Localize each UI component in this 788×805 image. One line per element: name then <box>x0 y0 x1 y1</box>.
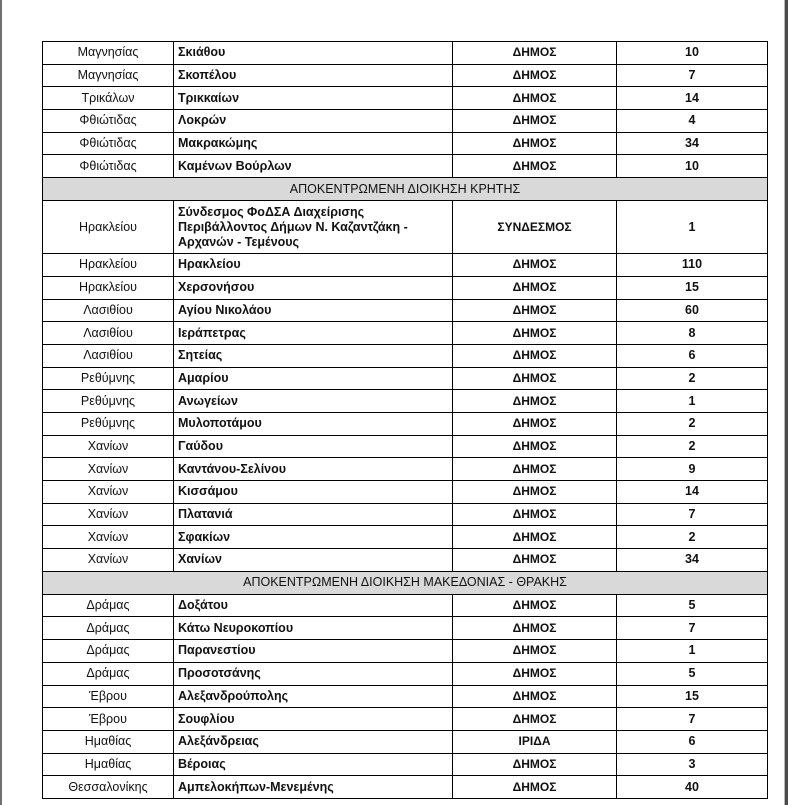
entity-name-cell: Πλατανιά <box>174 503 453 526</box>
table-row <box>43 503 768 526</box>
prefecture-cell: Μαγνησίας <box>43 42 174 65</box>
entity-type-cell: ΔΗΜΟΣ <box>453 344 617 367</box>
prefecture-cell: Ηρακλείου <box>43 276 174 299</box>
entity-type-cell: ΔΗΜΟΣ <box>453 155 617 178</box>
count-cell: 15 <box>617 276 768 299</box>
prefecture-cell: Δράμας <box>43 640 174 663</box>
table-row <box>43 42 768 65</box>
entity-name-cell: Τρικκαίων <box>174 87 453 110</box>
count-cell: 9 <box>617 458 768 481</box>
entity-type-cell: ΔΗΜΟΣ <box>453 435 617 458</box>
entity-name-cell: Αλεξανδρούπολης <box>174 685 453 708</box>
prefecture-cell: Δράμας <box>43 594 174 617</box>
table-row <box>43 155 768 178</box>
entity-name-cell: Παρανεστίου <box>174 640 453 663</box>
prefecture-cell: Ημαθίας <box>43 753 174 776</box>
table-row <box>43 64 768 87</box>
prefecture-cell: Χανίων <box>43 526 174 549</box>
count-cell: 2 <box>617 435 768 458</box>
entity-type-cell: ΔΗΜΟΣ <box>453 458 617 481</box>
count-cell: 2 <box>617 412 768 435</box>
entity-name-cell: Ηρακλείου <box>174 254 453 277</box>
prefecture-cell: Μαγνησίας <box>43 64 174 87</box>
count-cell: 1 <box>617 390 768 413</box>
entity-name-cell: Γαύδου <box>174 435 453 458</box>
entity-name-cell: Χερσονήσου <box>174 276 453 299</box>
entity-name-cell: Δοξάτου <box>174 594 453 617</box>
entity-name-cell: Αμαρίου <box>174 367 453 390</box>
entity-name-cell: Αμπελοκήπων-Μενεμένης <box>174 776 453 799</box>
entity-name-cell: Μακρακώμης <box>174 132 453 155</box>
count-cell: 15 <box>617 685 768 708</box>
entity-type-cell: ΔΗΜΟΣ <box>453 594 617 617</box>
table-row <box>43 87 768 110</box>
entity-type-cell: ΔΗΜΟΣ <box>453 87 617 110</box>
prefecture-cell: Έβρου <box>43 685 174 708</box>
viewer-left-edge <box>0 0 2 805</box>
table-row <box>43 685 768 708</box>
prefecture-cell: Ημαθίας <box>43 730 174 753</box>
prefecture-cell: Έβρου <box>43 708 174 731</box>
prefecture-cell: Χανίων <box>43 435 174 458</box>
table-row <box>43 640 768 663</box>
entity-name-cell: Χανίων <box>174 549 453 572</box>
entity-type-cell: ΔΗΜΟΣ <box>453 254 617 277</box>
count-cell: 1 <box>617 640 768 663</box>
table-row <box>43 201 768 254</box>
count-cell: 6 <box>617 730 768 753</box>
municipalities-table <box>42 41 768 799</box>
entity-type-cell: ΔΗΜΟΣ <box>453 390 617 413</box>
table-row <box>43 549 768 572</box>
table-row <box>43 344 768 367</box>
entity-name-cell: Καμένων Βούρλων <box>174 155 453 178</box>
prefecture-cell: Χανίων <box>43 503 174 526</box>
section-header-row <box>43 571 768 594</box>
entity-name-cell: Σφακίων <box>174 526 453 549</box>
entity-name-cell: Σύνδεσμος ΦοΔΣΑ Διαχείρισης Περιβάλλοντος Δήμων Ν. Καζαντζάκη - Αρχανών - Τεμένους <box>174 201 453 254</box>
entity-type-cell: ΔΗΜΟΣ <box>453 685 617 708</box>
count-cell: 7 <box>617 617 768 640</box>
entity-name-cell: Προσοτσάνης <box>174 662 453 685</box>
entity-name-cell: Κισσάμου <box>174 481 453 504</box>
entity-type-cell: ΔΗΜΟΣ <box>453 132 617 155</box>
entity-type-cell: ΔΗΜΟΣ <box>453 503 617 526</box>
prefecture-cell: Ρεθύμνης <box>43 390 174 413</box>
count-cell: 6 <box>617 344 768 367</box>
count-cell: 34 <box>617 549 768 572</box>
section-title: ΑΠΟΚΕΝΤΡΩΜΕΝΗ ΔΙΟΙΚΗΣΗ ΚΡΗΤΗΣ <box>43 178 768 201</box>
count-cell: 2 <box>617 367 768 390</box>
entity-type-cell: ΔΗΜΟΣ <box>453 708 617 731</box>
entity-type-cell: ΔΗΜΟΣ <box>453 662 617 685</box>
section-header-row <box>43 178 768 201</box>
prefecture-cell: Ηρακλείου <box>43 254 174 277</box>
count-cell: 5 <box>617 594 768 617</box>
table-row <box>43 254 768 277</box>
prefecture-cell: Ρεθύμνης <box>43 412 174 435</box>
entity-name-cell: Καντάνου-Σελίνου <box>174 458 453 481</box>
entity-type-cell: ΔΗΜΟΣ <box>453 753 617 776</box>
prefecture-cell: Χανίων <box>43 458 174 481</box>
count-cell: 5 <box>617 662 768 685</box>
count-cell: 14 <box>617 87 768 110</box>
entity-type-cell: ΔΗΜΟΣ <box>453 322 617 345</box>
entity-type-cell: ΔΗΜΟΣ <box>453 617 617 640</box>
prefecture-cell: Φθιώτιδας <box>43 132 174 155</box>
count-cell: 2 <box>617 526 768 549</box>
count-cell: 1 <box>617 201 768 254</box>
entity-type-cell: ΔΗΜΟΣ <box>453 640 617 663</box>
table-row <box>43 526 768 549</box>
section-title: ΑΠΟΚΕΝΤΡΩΜΕΝΗ ΔΙΟΙΚΗΣΗ ΜΑΚΕΔΟΝΙΑΣ - ΘΡΑΚΗΣ <box>43 571 768 594</box>
entity-name-cell: Σκοπέλου <box>174 64 453 87</box>
table-row <box>43 110 768 133</box>
table-row <box>43 276 768 299</box>
prefecture-cell: Θεσσαλονίκης <box>43 776 174 799</box>
entity-name-cell: Μυλοποτάμου <box>174 412 453 435</box>
entity-type-cell: ΔΗΜΟΣ <box>453 412 617 435</box>
entity-type-cell: ΣΥΝΔΕΣΜΟΣ <box>453 201 617 254</box>
count-cell: 40 <box>617 776 768 799</box>
table-row <box>43 481 768 504</box>
table-row <box>43 662 768 685</box>
entity-name-cell: Κάτω Νευροκοπίου <box>174 617 453 640</box>
entity-name-cell: Αγίου Νικολάου <box>174 299 453 322</box>
table-row <box>43 435 768 458</box>
prefecture-cell: Λασιθίου <box>43 299 174 322</box>
table-row <box>43 367 768 390</box>
entity-type-cell: ΔΗΜΟΣ <box>453 276 617 299</box>
prefecture-cell: Φθιώτιδας <box>43 155 174 178</box>
count-cell: 3 <box>617 753 768 776</box>
prefecture-cell: Ηρακλείου <box>43 201 174 254</box>
table-row <box>43 594 768 617</box>
count-cell: 10 <box>617 155 768 178</box>
entity-name-cell: Αλεξάνδρειας <box>174 730 453 753</box>
table-row <box>43 132 768 155</box>
entity-type-cell: ΔΗΜΟΣ <box>453 64 617 87</box>
count-cell: 60 <box>617 299 768 322</box>
entity-name-cell: Σκιάθου <box>174 42 453 65</box>
entity-type-cell: ΙΡΙΔΑ <box>453 730 617 753</box>
entity-name-cell: Λοκρών <box>174 110 453 133</box>
table-row <box>43 708 768 731</box>
table-body <box>43 42 768 799</box>
table-row <box>43 776 768 799</box>
count-cell: 7 <box>617 503 768 526</box>
entity-name-cell: Σητείας <box>174 344 453 367</box>
prefecture-cell: Δράμας <box>43 662 174 685</box>
prefecture-cell: Ρεθύμνης <box>43 367 174 390</box>
entity-type-cell: ΔΗΜΟΣ <box>453 776 617 799</box>
prefecture-cell: Χανίων <box>43 549 174 572</box>
entity-type-cell: ΔΗΜΟΣ <box>453 367 617 390</box>
entity-name-cell: Ανωγείων <box>174 390 453 413</box>
count-cell: 7 <box>617 64 768 87</box>
table-row <box>43 412 768 435</box>
count-cell: 14 <box>617 481 768 504</box>
table-row <box>43 730 768 753</box>
table-row <box>43 617 768 640</box>
entity-type-cell: ΔΗΜΟΣ <box>453 42 617 65</box>
prefecture-cell: Δράμας <box>43 617 174 640</box>
count-cell: 34 <box>617 132 768 155</box>
count-cell: 7 <box>617 708 768 731</box>
entity-type-cell: ΔΗΜΟΣ <box>453 549 617 572</box>
count-cell: 4 <box>617 110 768 133</box>
entity-type-cell: ΔΗΜΟΣ <box>453 481 617 504</box>
entity-type-cell: ΔΗΜΟΣ <box>453 299 617 322</box>
entity-type-cell: ΔΗΜΟΣ <box>453 110 617 133</box>
entity-name-cell: Ιεράπετρας <box>174 322 453 345</box>
entity-type-cell: ΔΗΜΟΣ <box>453 526 617 549</box>
prefecture-cell: Λασιθίου <box>43 344 174 367</box>
count-cell: 10 <box>617 42 768 65</box>
table-row <box>43 458 768 481</box>
table-row <box>43 753 768 776</box>
entity-name-cell: Σουφλίου <box>174 708 453 731</box>
count-cell: 110 <box>617 254 768 277</box>
prefecture-cell: Χανίων <box>43 481 174 504</box>
table-row <box>43 322 768 345</box>
prefecture-cell: Λασιθίου <box>43 322 174 345</box>
table-row <box>43 299 768 322</box>
count-cell: 8 <box>617 322 768 345</box>
entity-name-cell: Βέροιας <box>174 753 453 776</box>
prefecture-cell: Τρικάλων <box>43 87 174 110</box>
table-row <box>43 390 768 413</box>
prefecture-cell: Φθιώτιδας <box>43 110 174 133</box>
